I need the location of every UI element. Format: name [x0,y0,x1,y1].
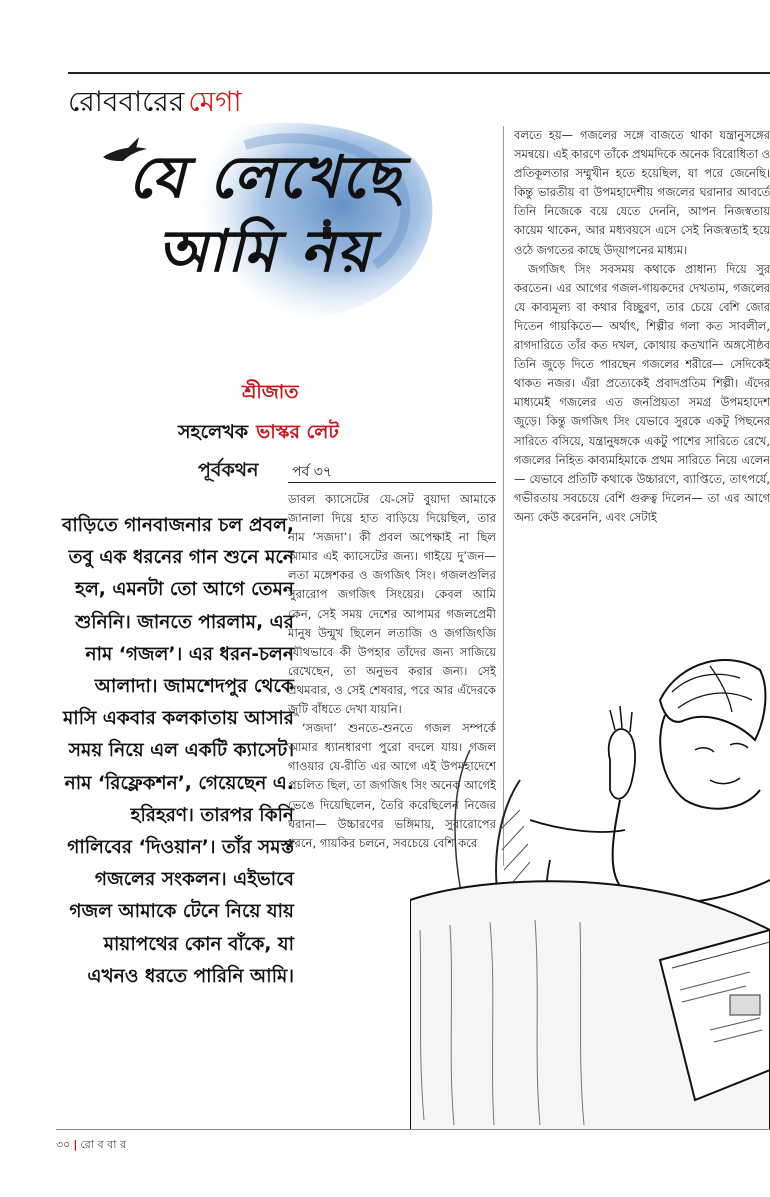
title-line-2: আমি নয় [157,217,373,285]
man-listening-illustration [410,630,770,1130]
section-rule [288,482,496,483]
kicker-highlight: মেগা [188,85,242,118]
author-name: শ্রীজাত [242,381,299,403]
body-paragraph: ‘সজদা’ শুনতে-শুনতে গজল সম্পর্কে আমার ধ্যানধারণা পুরো বদলে যায়। গজল গাওয়ার যে-রীতি এর আগে এই উপমহাদেশে প্রচলিত ছিল, তা জগজিৎ সিং অনেক আগেই ভেঙে দিয়েছিলেন, তৈরি করেছিলেন নিজের ঘরানা— উচ্চারণের ভঙ্গিমায়, সুরারোপের ধরনে, গায়কির চলনে, সবচেয়ে বেশি করে [288,721,496,850]
episode-number: পর্ব ৩৭ [292,464,332,480]
page-folio [56,1136,126,1155]
body-paragraph: ডাবল ক্যাসেটের যে-সেট বুয়াদা আমাকে জানালা দিয়ে হাত বাড়িয়ে দিয়েছিল, তার নাম ‘সজদা’। কী প্রবল অপেক্ষাই না ছিল আমার এই ক্যাসেটের জন্য। গাইয়ে দু’জন— লতা মঙ্গেশকর ও জগজিৎ সিং। গজলগুলির সুরারোপ জগজিৎ সিংয়ের। কেবল আমি কেন, সেই সময় দেশের আপামর গজলপ্রেমী মানুষ উন্মুখ ছিলেন লতাজি ও জগজিৎজি যৌথভাবে কী উপহার তাঁদের জন্য সাজিয়ে রেখেছেন, তা অনুভব করার জন্য। সেই প্রথমবার, ও সেই শেষবার, পরে আর এঁদেরকে জুটি বাঁধতে দেখা যায়নি। [288,492,496,717]
body-column-3 [514,126,770,527]
body-paragraph: জগজিৎ সিং সবসময় কথাকে প্রাধান্য দিয়ে সুর করতেন। এর আগের গজল-গায়কদের দেখতাম, গজলের যে কাব্যমূল্য বা কথার বিচ্ছুরণ, তার চেয়ে বেশি জোর দিতেন গায়কিতে— অর্থাৎ, শিল্পীর গলা কত সাবলীল, রাগদারিতে তাঁর কত দখল, কোথায় কতখানি অঙ্গসৌষ্ঠব তিনি জুড়ে দিতে পারছেন গজলের শরীরে— সেদিকেই থাকত নজর। এঁরা প্রত্যেকেই প্রবাদপ্রতিম শিল্পী। এঁদের মাধ্যমেই গজলের এত জনপ্রিয়তা সমগ্র উপমহাদেশ জুড়ে। কিন্তু জগজিৎ সিং যেভাবে সুরকে একটু পিছনের সারিতে বসিয়ে, যন্ত্রানুষঙ্গকে একটু পাশের সারিতে রেখে, গজলের নিহিত কাব্যমহিমাকে প্রথম সারিতে নিয়ে এলেন— যেভাবে প্রতিটি কথাকে উচ্চারণে, ব্যাপ্তিতে, তাৎপর্যে, গভীরতায় সবচেয়ে বেশি গুরুত্ব দিলেন— তা এর আগে অন্য কেউ করেননি, এবং সেটাই [514,261,770,524]
kicker-text: রোববারের [68,85,185,118]
section-label: পূর্বকথন [198,459,259,481]
magazine-name: রো ব বা র [80,1138,127,1151]
coauthor-role: সহলেখক [178,421,249,443]
page-number: ৩০ [56,1138,71,1151]
title-line-1: যে লেখেছে [128,143,402,211]
lede-paragraph: বাড়িতে গানবাজনার চল প্রবল, তবু এক ধরনের গান শুনে মনে হল, এমনটা তো আগে তেমন শুনিনি। জানতে পারলাম, এর নাম ‘গজল’। এর ধরন-চলন আলাদা। জামশেদপুর থেকে মাসি একবার কলকাতায় আসার সময় নিয়ে এল একটি ক্যাসেট। নাম ‘রিফ্লেকশন’, গেয়েছেন এ. হরিহরণ। তারপর কিনি গালিবের ‘দিওয়ান’। তাঁর সমস্ত গজলের সংকলন। এইভাবে গজল আমাকে টেনে নিয়ে যায় মায়াপথের কোন বাঁকে, যা এখনও ধরতে পারিনি আমি। [62,515,294,987]
bottom-rule [56,1129,770,1130]
top-rule [68,72,770,74]
feature-title [100,140,430,288]
body-paragraph: বলতে হয়— গজলের সঙ্গে বাজতে থাকা যন্ত্রানুসঙ্গের সমন্বয়ে। এই কারণে তাঁকে প্রথমদিকে অনেক বিরোধিতা ও প্রতিকূলতার সম্মুখীন হতে হয়েছিল, যা পরে জেনেছি। কিন্তু ভারতীয় বা উপমহাদেশীয় গজলের ঘরানার আবর্তে তিনি নিজেকে বয়ে যেতে দেননি, আপন নিজস্বতায় কায়েম থাকেন, আর মধ্যবয়সে এসে সেই নিজস্বতাই হয়ে ওঠে জগতের কাছে উদ্‌যাপনের মাধ্যম। [514,128,770,257]
coauthor-credit [178,418,339,450]
folio-separator: | [73,1138,78,1151]
coauthor-name: ভাস্কর লেট [256,421,339,443]
